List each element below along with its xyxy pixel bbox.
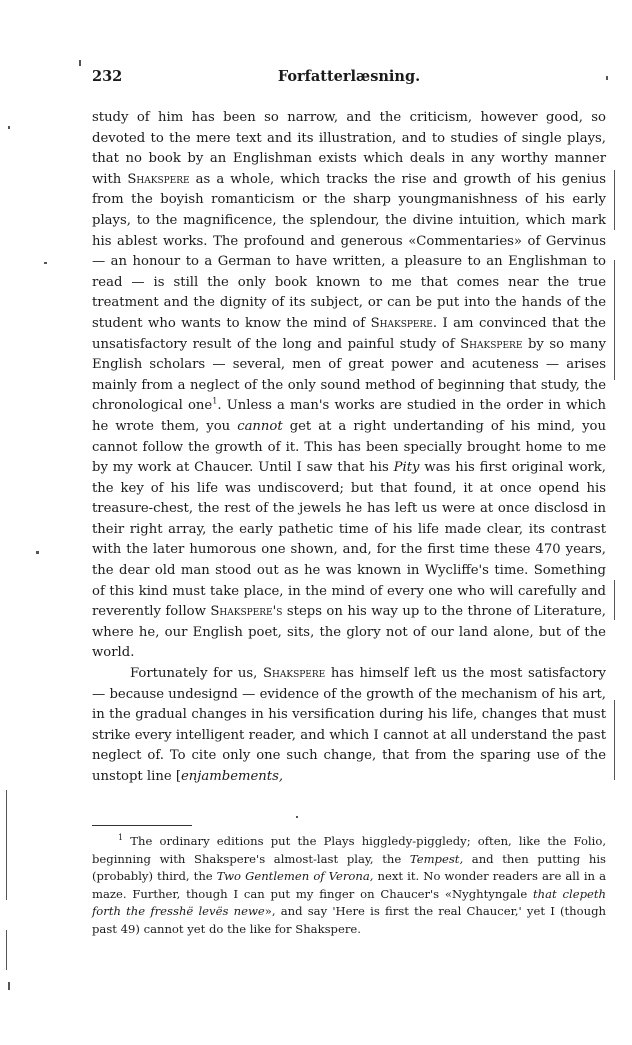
page-header — [92, 68, 606, 90]
work-title-pity: Pity — [393, 460, 420, 476]
paragraph-1 — [92, 108, 606, 664]
name-shaksperes: Shakspere's — [210, 604, 283, 620]
text-run: and then putting his (probably) third, the — [92, 851, 606, 884]
scan-mark — [44, 262, 47, 264]
work-title-tempest: Tempest, — [409, 851, 464, 866]
paragraph-2 — [92, 664, 606, 788]
text-run: », and say 'Here is first the real Chaucer,' yet I (though past 49) cannot yet do the like for Shakspere. — [92, 904, 606, 936]
name-shakspere: Shakspere — [127, 171, 190, 187]
scan-mark — [36, 551, 39, 554]
text-run: by so many English scholars — several, men of great power and acuteness — arises mainly from a neglect of the only sound method of beginning that study, the chronological one — [92, 336, 606, 414]
scan-mark — [614, 170, 615, 230]
text-run: . I am convinced that the unsatisfactory result of the long and painful study of — [92, 315, 606, 352]
page-number: 232 — [92, 68, 123, 85]
footnote-divider — [92, 825, 192, 826]
text-run: next it. No wonder readers are all in a maze. Further, though I can put my finger on Chaucer's «Nyghtyngale — [92, 869, 606, 901]
footnote — [92, 833, 606, 939]
scan-mark — [614, 580, 615, 620]
text-run: steps on his way up to the throne of Literature, where he, our English poet, sits, the glory not of our land alone, but of the world. — [92, 604, 606, 661]
scan-mark — [614, 260, 615, 380]
term-enjambements: enjambements, — [181, 769, 284, 784]
footnote-reference: 1 — [212, 396, 218, 406]
main-text — [92, 108, 606, 788]
work-title-two-gentlemen: Two Gentlemen of Verona, — [216, 869, 374, 884]
text-run: study of him has been so narrow, and the criticism, however good, so devoted to the mere text and its illustration, and to studies of single plays, that no book by an Englishman exists which deals in any worthy manner with — [92, 110, 606, 187]
text-run: was his first original work, the key of his life was undiscoverd; but that found, it at once opend his treasure-chest, the rest of the jewels he has left us were at once disclosd in their right array, the early pathetic time of his life made clear, its contrast with the later humorous one shown, and, for the first time these 470 years, the dear old man stood out as he was known in Wycliffe's time. Something of this kind must take place, in the mind of every one who will carefully and reverently follow — [92, 460, 606, 620]
running-title: Forfatterlæsning. — [277, 68, 421, 85]
footnote-marker: 1 — [118, 833, 124, 843]
scan-mark — [6, 930, 7, 970]
text-run: The ordinary editions put the Plays higgledy-piggledy; often, like the Folio, beginning with Shakspere's almost-last play, the — [92, 834, 606, 866]
chaucer-quote: that clepeth forth the fresshë levës newe — [92, 886, 606, 919]
name-shakspere: Shakspere — [262, 666, 326, 682]
scan-mark — [8, 982, 10, 990]
emphasis: cannot — [237, 418, 283, 434]
scan-mark — [614, 700, 615, 780]
text-run: get at a right undertanding of his mind, you cannot follow the growth of it. This has been specially brought home to me by my work at Chaucer. Until I saw that his — [92, 418, 606, 476]
text-run: as a whole, which tracks the rise and growth of his genius from the boyish romanticism or the sharp youngmanishness of his early plays, to the magnificence, the splendour, the divine intuition, which mark his ablest works. The profound and generous «Commentaries» of Gervinus — an honour to a German to have written, a pleasure to an Englishman to read — is still the only book known to me that comes near the true treatment and the dignity of its subject, or can be put into the hands of the student who wants to know the mind of — [92, 171, 606, 331]
scan-mark — [296, 816, 298, 818]
name-shakspere: Shakspere — [370, 315, 433, 331]
text-run: has himself left us the most satisfactory — because undesignd — evidence of the growth of the mechanism of his art, in the gradual changes in his versification during his life, changes that must strike every intelligent reader, and which I cannot at all understand the past neglect of. To cite only one such change, that from the sparing use of the unstopt line [ — [92, 666, 607, 784]
scan-mark — [6, 790, 7, 900]
text-run: . Unless a man's works are studied in the order in which he wrote them, you — [92, 398, 606, 434]
scan-mark — [79, 60, 81, 66]
name-shakspere: Shakspere — [460, 336, 523, 352]
scan-mark — [8, 126, 10, 129]
scan-mark — [606, 76, 608, 80]
text-run: Fortunately for us, — [130, 666, 263, 682]
